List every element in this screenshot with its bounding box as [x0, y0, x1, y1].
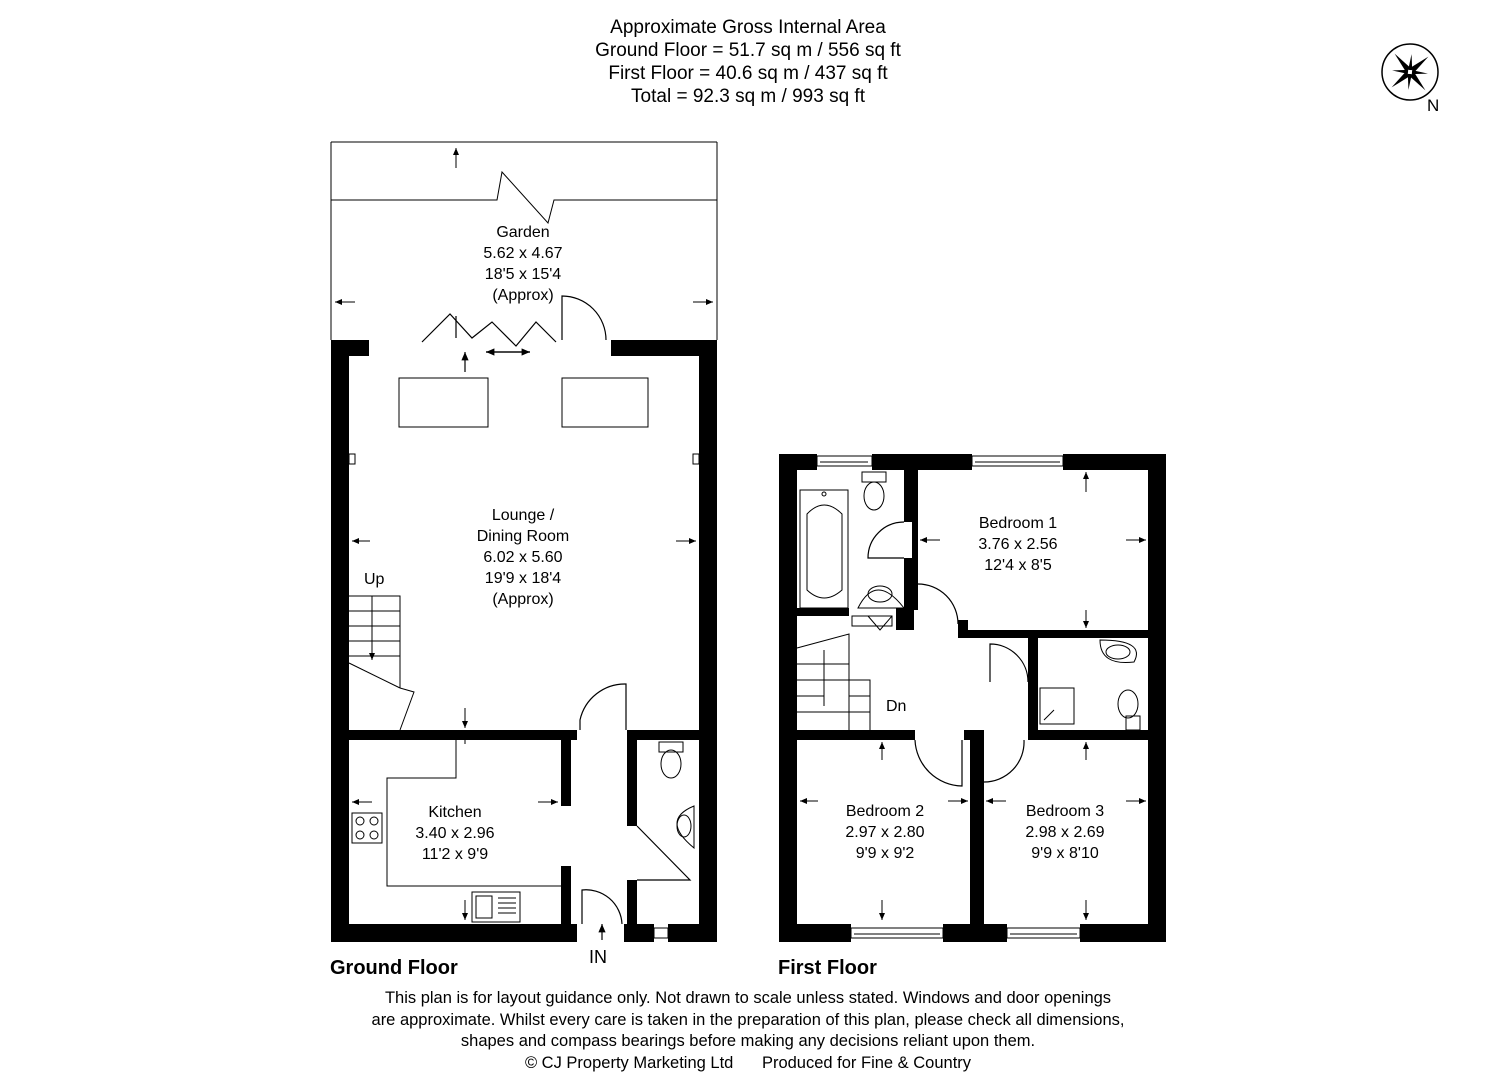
kitchen-imperial: 11'2 x 9'9 — [421, 846, 489, 863]
kitchen-sink-icon — [472, 892, 520, 922]
hob-icon — [352, 813, 382, 843]
disclaimer-line-1: This plan is for layout guidance only. Not drawn to scale unless stated. Windows and door openings — [384, 989, 1112, 1007]
bath-icon — [800, 490, 848, 608]
first-floor-label: First Floor — [778, 957, 877, 979]
stairs-up-label: Up — [364, 571, 385, 588]
bedroom3-label — [1005, 801, 1125, 864]
ground-floor-label: Ground Floor — [330, 957, 458, 979]
disclaimer-line-2: are approximate. Whilst every care is taken in the preparation of this plan, please check all dimensions, — [371, 1010, 1125, 1029]
garden-metric: 5.62 x 4.67 — [483, 245, 563, 262]
bathroom-toilet-icon — [862, 472, 886, 510]
kitchen-label — [395, 802, 515, 865]
shower-icon — [1040, 688, 1074, 724]
lounge-metric: 6.02 x 5.60 — [483, 549, 563, 566]
total-area: Total = 92.3 sq m / 993 sq ft — [631, 86, 865, 107]
lounge-name: Lounge / — [491, 507, 555, 524]
bedroom2-name: Bedroom 2 — [845, 803, 925, 820]
bedroom2-label — [825, 801, 945, 864]
bedroom1-label — [958, 513, 1078, 576]
lounge-imperial: 19'9 x 18'4 — [484, 570, 562, 587]
bedroom1-name: Bedroom 1 — [978, 515, 1058, 532]
staircase-up — [349, 596, 414, 730]
toilet-icon — [659, 742, 683, 778]
lounge-label — [453, 505, 593, 610]
ensuite-toilet-icon — [1118, 690, 1140, 730]
credits — [298, 1053, 1198, 1075]
copyright: © CJ Property Marketing Ltd — [524, 1053, 734, 1072]
bathroom-basin-icon — [858, 586, 904, 608]
bedroom1-imperial: 12'4 x 8'5 — [984, 557, 1052, 574]
basin-icon — [677, 806, 694, 848]
bedroom1-metric: 3.76 x 2.56 — [978, 536, 1058, 553]
garden-imperial: 18'5 x 15'4 — [484, 266, 562, 283]
area-title: Approximate Gross Internal Area — [610, 17, 886, 38]
kitchen-metric: 3.40 x 2.96 — [415, 825, 495, 842]
ensuite-basin-icon — [1100, 640, 1136, 663]
garden-name: Garden — [496, 224, 550, 241]
disclaimer — [298, 988, 1198, 1074]
bedroom3-name: Bedroom 3 — [1025, 803, 1105, 820]
compass-icon — [1382, 44, 1438, 100]
kitchen-name: Kitchen — [428, 804, 482, 821]
produced-for: Produced for Fine & Country — [761, 1053, 972, 1072]
staircase-down — [797, 634, 870, 730]
stairs-down-label: Dn — [886, 698, 907, 715]
ground-floor-area: Ground Floor = 51.7 sq m / 556 sq ft — [595, 40, 901, 61]
bifold-doors — [422, 296, 606, 372]
bedroom3-metric: 2.98 x 2.69 — [1025, 824, 1105, 841]
garden-note: (Approx) — [492, 287, 554, 304]
bedroom2-imperial: 9'9 x 9'2 — [855, 845, 915, 862]
disclaimer-line-3: shapes and compass bearings before making any decisions reliant upon them. — [460, 1032, 1036, 1050]
skylights — [399, 378, 648, 427]
first-floor-area: First Floor = 40.6 sq m / 437 sq ft — [608, 63, 888, 84]
garden-label — [463, 222, 583, 306]
bedroom3-imperial: 9'9 x 8'10 — [1031, 845, 1099, 862]
entrance-label: IN — [589, 947, 607, 967]
lounge-note: (Approx) — [492, 591, 554, 608]
compass-north-label: N — [1427, 96, 1440, 115]
lounge-name-2: Dining Room — [476, 528, 570, 545]
bedroom2-metric: 2.97 x 2.80 — [845, 824, 925, 841]
